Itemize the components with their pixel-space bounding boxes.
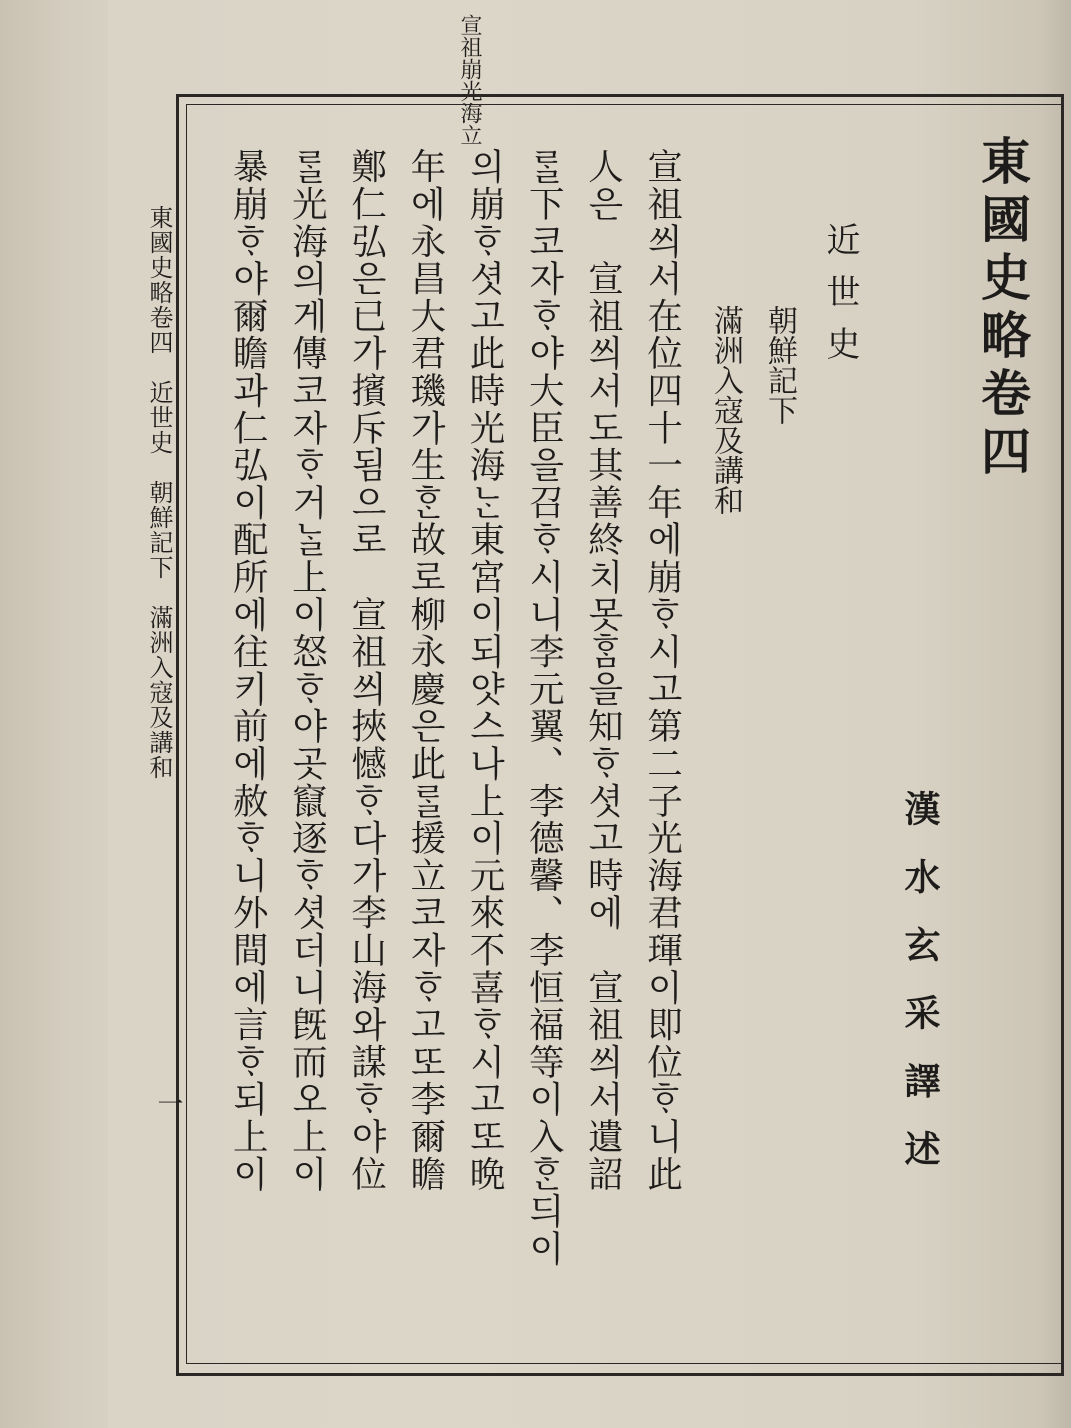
chapter-title: 滿洲入寇及講和 — [708, 305, 743, 515]
body-column: 의崩ᄒᆞ셧고此時光海ᄂᆞᆫ東宮이되얏스나上이元來不喜ᄒᆞ시고또晩 — [464, 148, 506, 1193]
body-column: 人은 宣祖씌서도其善終치못ᄒᆞᆷ을知ᄒᆞ셧고時에 宣祖씌서遺詔 — [582, 148, 624, 1193]
dynasty-title: 朝鮮記下 — [762, 305, 797, 425]
margin-caption: 東國史略卷四 近世史 朝鮮記下 滿洲入寇及講和 — [145, 205, 173, 780]
body-column: ᄅᆞᆯ下코자ᄒᆞ야大臣을召ᄒᆞ시니李元翼、李德馨、李恒福等이入ᄒᆞᆫ듸이 — [523, 148, 565, 1267]
body-column: ᄅᆞᆯ光海의게傳코자ᄒᆞ거ᄂᆞᆯ上이怒ᄒᆞ야곳竄逐ᄒᆞ셧더니旣而오上이 — [286, 148, 328, 1193]
book-title: 東國史略卷四 — [973, 135, 1032, 483]
page-number: 一 — [153, 1090, 183, 1116]
body-column: 年에永昌大君璣가生ᄒᆞᆫ故로柳永慶은此ᄅᆞᆯ援立코자ᄒᆞ고또李爾瞻 — [404, 148, 446, 1193]
facing-page-edge — [0, 0, 108, 1428]
author-credit: 漢水玄采譯述 — [899, 790, 941, 1198]
era-title: 近世史 — [820, 222, 860, 378]
body-column: 暴崩ᄒᆞ야爾瞻과仁弘이配所에往키前에赦ᄒᆞ니外間에言ᄒᆞ되上이 — [227, 148, 269, 1193]
body-column: 宣祖씌서在位四十一年에崩ᄒᆞ시고第二子光海君琿이即位ᄒᆞ니此 — [641, 148, 683, 1193]
body-column: 鄭仁弘은已가擯斥됨으로 宣祖씌挾憾ᄒᆞ다가李山海와謀ᄒᆞ야位 — [345, 148, 387, 1193]
body-text — [218, 148, 692, 1348]
running-head: 宣祖崩光海立 — [457, 14, 482, 146]
